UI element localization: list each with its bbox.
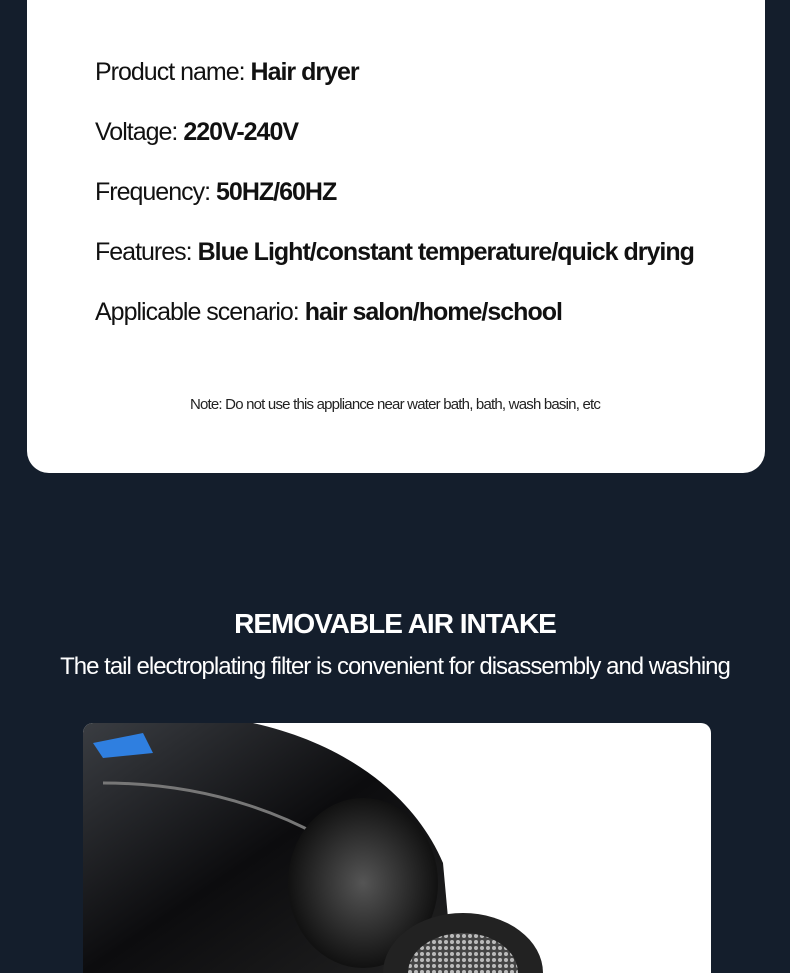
- spec-value: 50HZ/60HZ: [216, 178, 337, 206]
- spec-label: Frequency:: [95, 178, 217, 206]
- spec-scenario: [95, 298, 562, 327]
- spec-value: 220V-240V: [183, 118, 299, 146]
- hair-dryer-image: [83, 723, 711, 973]
- spec-product-name: [95, 58, 359, 87]
- section-subtitle: The tail electroplating filter is convenient for disassembly and washing: [60, 653, 730, 680]
- spec-label: Voltage:: [95, 118, 184, 146]
- spec-label: Features:: [95, 238, 198, 266]
- section-title: REMOVABLE AIR INTAKE: [234, 608, 556, 639]
- spec-value: Blue Light/constant temperature/quick drying: [197, 238, 694, 266]
- spec-label: Applicable scenario:: [95, 298, 305, 326]
- spec-voltage: [95, 118, 298, 147]
- spec-features: [95, 238, 694, 267]
- product-photo: [83, 723, 711, 973]
- spec-label: Product name:: [95, 58, 251, 86]
- safety-note: Note: Do not use this appliance near water bath, bath, wash basin, etc: [189, 396, 601, 413]
- spec-frequency: [95, 178, 336, 207]
- spec-value: hair salon/home/school: [304, 298, 562, 326]
- spec-value: Hair dryer: [250, 58, 359, 86]
